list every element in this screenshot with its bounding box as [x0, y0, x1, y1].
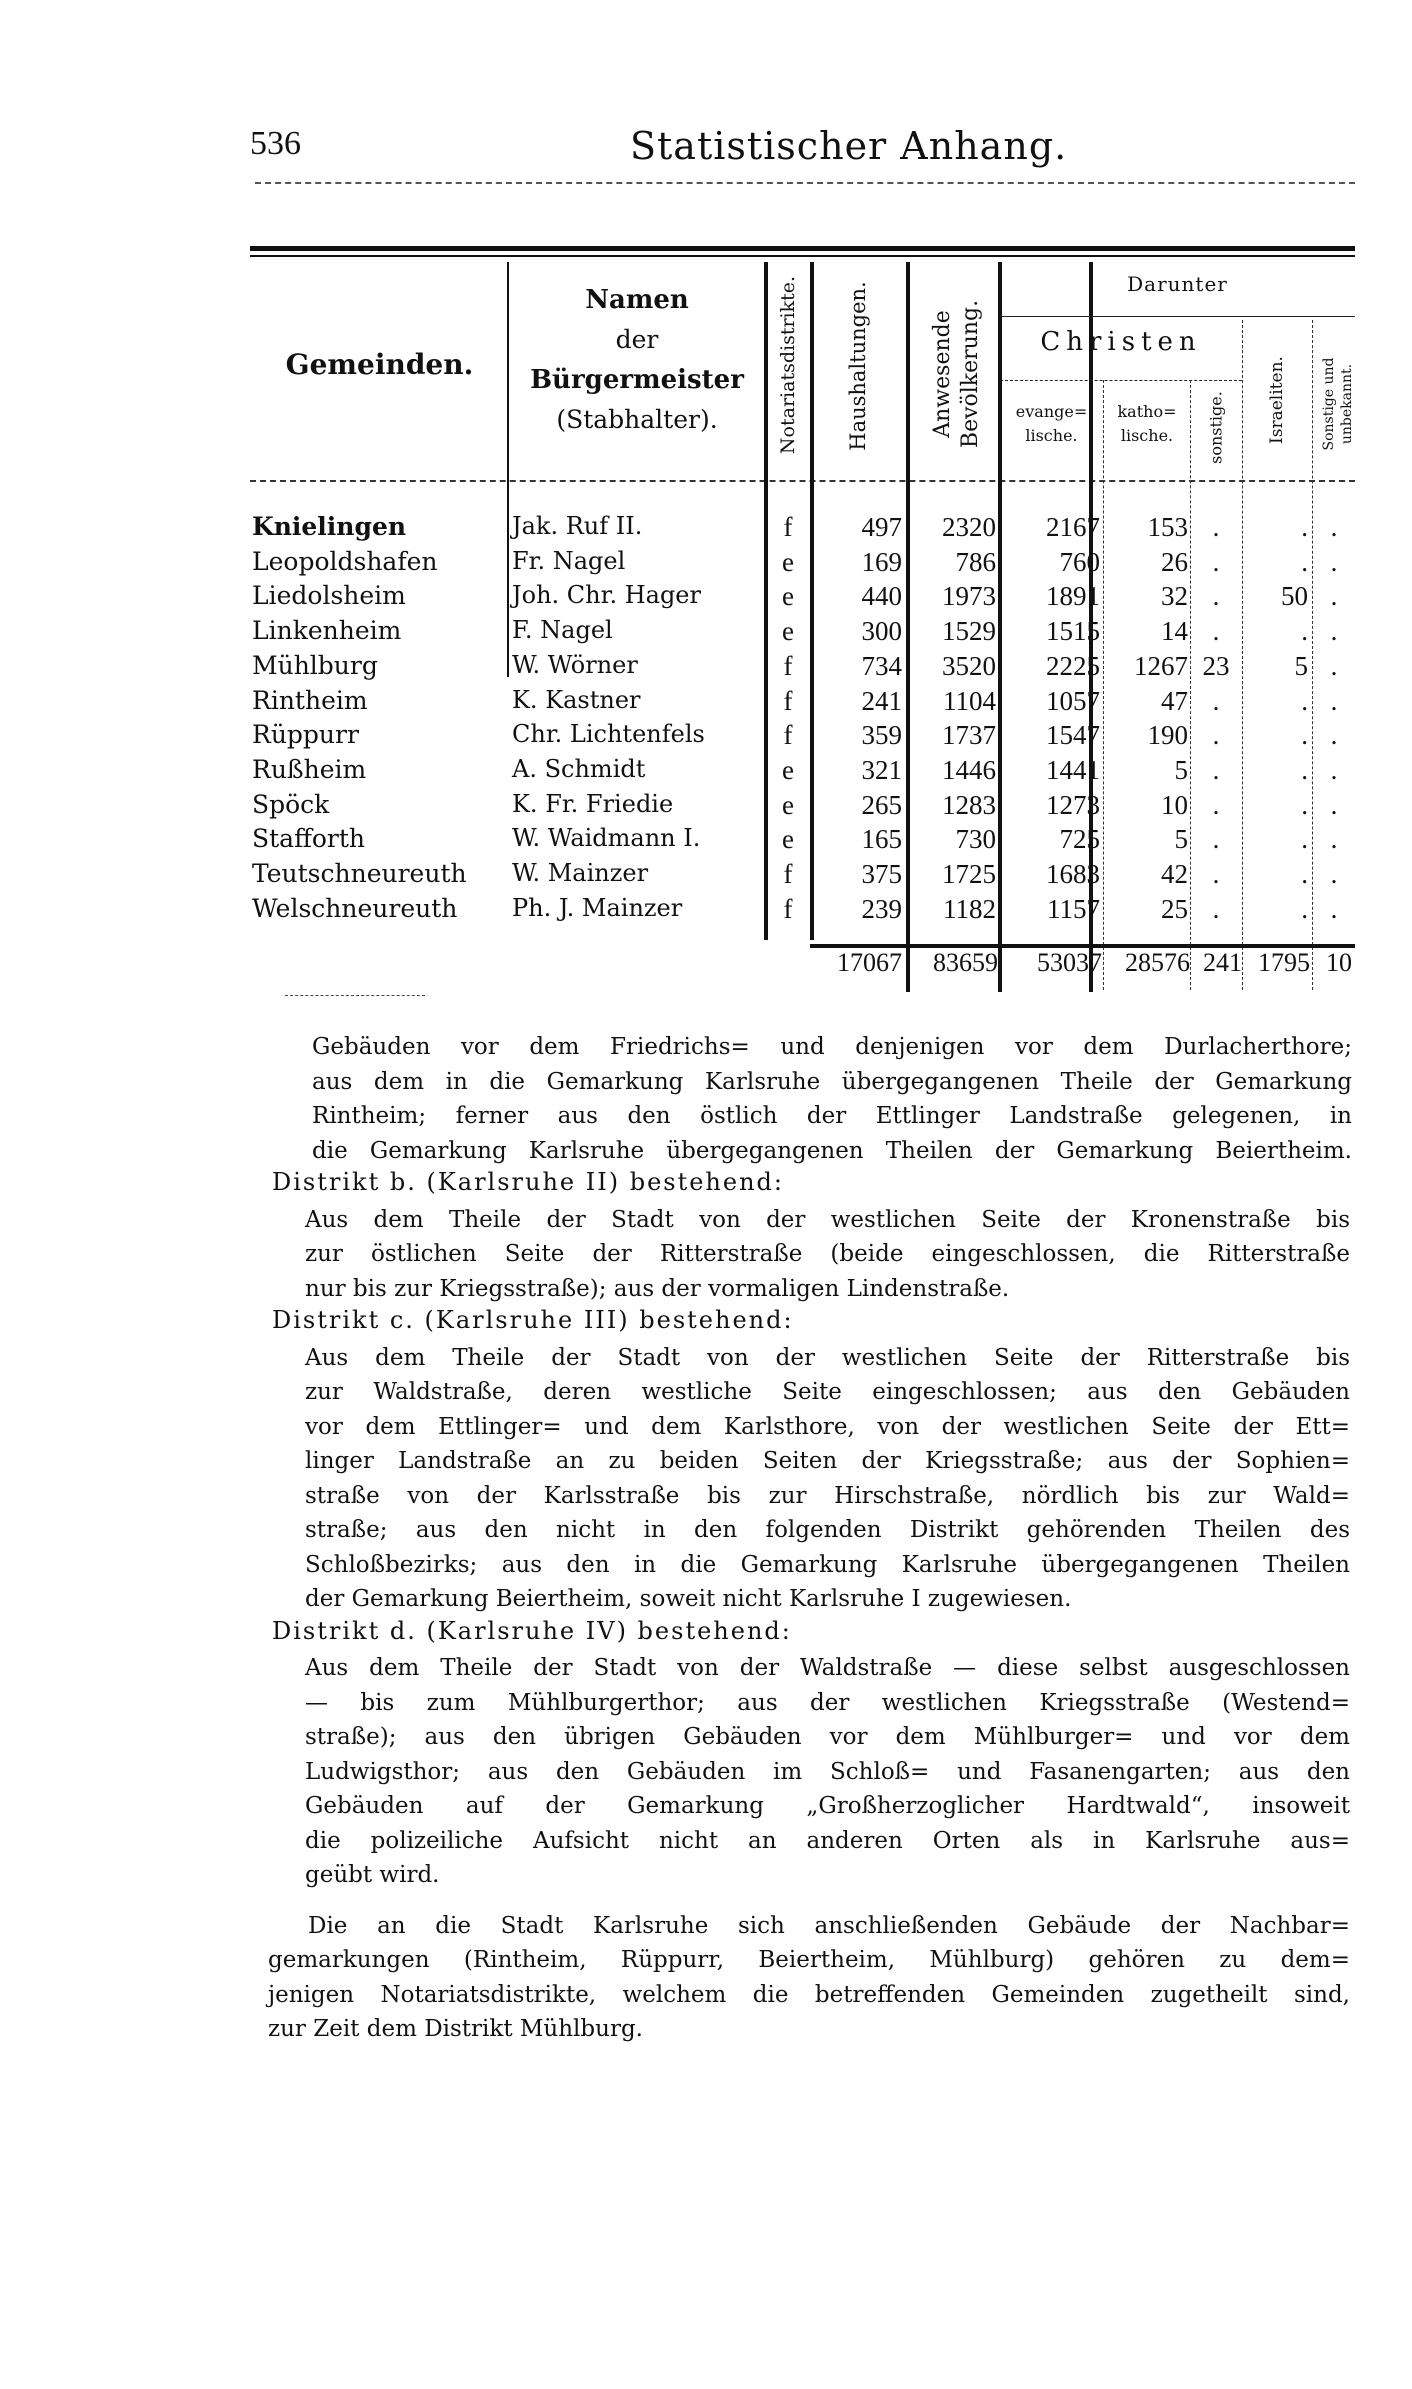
cell-unbekannt: . [1330, 859, 1338, 889]
cell-israeliten: . [1301, 859, 1308, 889]
paragraph-line: straße; aus den nicht in den folgenden Distrikt gehörenden Theilen des [305, 1517, 1350, 1543]
footnote-divider [285, 995, 425, 996]
cell-israeliten: . [1301, 754, 1308, 785]
cell-israeliten: . [1301, 824, 1308, 855]
header-evangelisch-line1: evange= [1015, 402, 1088, 421]
cell-haushaltungen: 265 [861, 789, 902, 820]
header-sonstige-unbekannt [1320, 344, 1356, 464]
header-notariat: Notariatsdistrikte. [777, 275, 799, 455]
cell-buergermeister: A. Schmidt [512, 754, 646, 783]
cell-haushaltungen: 300 [861, 616, 902, 647]
cell-notariat: e [782, 789, 794, 820]
cell-notariat: f [783, 685, 793, 716]
cell-unbekannt: . [1330, 581, 1338, 612]
header-katholisch [1104, 400, 1190, 448]
cell-sonstige: . [1212, 824, 1220, 855]
cell-notariat: f [783, 650, 793, 681]
cell-unbekannt: . [1330, 720, 1338, 751]
header-katholisch-line2: lische. [1120, 426, 1174, 445]
cell-sonstige: . [1212, 616, 1220, 647]
cell-buergermeister: K. Fr. Friedie [512, 789, 674, 818]
district-heading: Distrikt c. (Karlsruhe III) bestehend: [272, 1306, 794, 1334]
cell-buergermeister: Fr. Nagel [512, 546, 626, 575]
cell-evangelisch: 1273 [1046, 789, 1100, 820]
header-sonstige-unbekannt-line1: Sonstige und [1321, 357, 1337, 451]
paragraph-line: der Gemarkung Beiertheim, soweit nicht Karlsruhe I zugewiesen. [305, 1586, 1072, 1612]
paragraph-line: geübt wird. [305, 1862, 440, 1888]
cell-gemeinde: Leopoldshafen [252, 546, 438, 576]
total-anwesende: 83659 [933, 948, 998, 977]
paragraph-line: Gebäuden auf der Gemarkung „Großherzoglicher Hardtwald“, insoweit [305, 1793, 1350, 1819]
cell-katholisch: 5 [1174, 824, 1188, 855]
cell-israeliten: 5 [1294, 650, 1308, 681]
cell-katholisch: 32 [1161, 581, 1188, 612]
cell-buergermeister: Joh. Chr. Hager [512, 581, 701, 610]
cell-katholisch: 25 [1161, 893, 1188, 924]
total-haushaltungen: 17067 [837, 948, 902, 977]
cell-katholisch: 1267 [1134, 650, 1188, 681]
cell-katholisch: 14 [1161, 616, 1188, 647]
header-sonstige-unbekannt-line2: unbekannt. [1339, 363, 1355, 445]
paragraph-line: linger Landstraße an zu beiden Seiten der Kriegsstraße; aus der Sophien= [305, 1448, 1350, 1474]
cell-haushaltungen: 165 [861, 824, 902, 855]
cell-notariat: f [783, 893, 793, 924]
header-anwesende-line2: Bevölkerung. [958, 299, 983, 449]
cell-unbekannt: . [1330, 789, 1338, 820]
cell-gemeinde: Liedolsheim [252, 581, 406, 611]
header-namen-line1: Namen [585, 285, 689, 315]
header-namen-line3: Bürgermeister [530, 365, 744, 395]
cell-anwesende: 730 [955, 824, 996, 855]
cell-evangelisch: 725 [1059, 824, 1100, 855]
cell-evangelisch: 1547 [1046, 720, 1100, 751]
total-unbekannt: 10 [1326, 948, 1352, 977]
cell-notariat: f [783, 512, 793, 542]
header-namen-line2: der [615, 325, 659, 354]
cell-sonstige: . [1212, 546, 1220, 577]
paragraph-line: Gebäuden vor dem Friedrichs= und denjenigen vor dem Durlacherthore; [312, 1034, 1352, 1060]
paragraph-line: Die an die Stadt Karlsruhe sich anschließenden Gebäude der Nachbar= [308, 1912, 1350, 1939]
cell-israeliten: . [1301, 512, 1308, 542]
cell-anwesende: 3520 [942, 650, 996, 681]
cell-anwesende: 1446 [942, 754, 996, 785]
header-christen: Christen [1040, 327, 1202, 357]
cell-sonstige: . [1212, 789, 1220, 820]
paragraph-line: die Gemarkung Karlsruhe übergegangenen Theilen der Gemarkung Beiertheim. [312, 1137, 1352, 1164]
cell-notariat: f [783, 859, 793, 889]
cell-israeliten: . [1301, 893, 1308, 924]
cell-unbekannt: . [1330, 616, 1338, 647]
paragraph-line: — bis zum Mühlburgerthor; aus der westlichen Kriegsstraße (Westend= [305, 1689, 1350, 1716]
paragraph-line: vor dem Ettlinger= und dem Karlsthore, von der westlichen Seite der Ett= [305, 1413, 1350, 1440]
cell-buergermeister: W. Waidmann I. [512, 824, 701, 853]
cell-israeliten: . [1301, 720, 1308, 751]
header-evangelisch-line2: lische. [1025, 426, 1078, 445]
paragraph-line: aus dem in die Gemarkung Karlsruhe übergegangenen Theile der Gemarkung [312, 1068, 1352, 1095]
cell-haushaltungen: 497 [861, 512, 902, 542]
cell-katholisch: 42 [1161, 859, 1188, 889]
cell-notariat: e [782, 616, 794, 647]
cell-gemeinde: Rußheim [252, 754, 367, 784]
cell-unbekannt: . [1330, 893, 1338, 924]
cell-gemeinde: Linkenheim [252, 616, 402, 646]
district-heading: Distrikt b. (Karlsruhe II) bestehend: [272, 1168, 784, 1196]
total-katholisch: 28576 [1125, 948, 1190, 977]
paragraph-line: Aus dem Theile der Stadt von der westlichen Seite der Kronenstraße bis [305, 1206, 1350, 1233]
cell-katholisch: 190 [1147, 720, 1188, 751]
header-evangelisch [1000, 400, 1103, 448]
paragraph-line: Aus dem Theile der Stadt von der westlichen Seite der Ritterstraße bis [305, 1344, 1350, 1371]
cell-haushaltungen: 375 [861, 859, 902, 889]
cell-buergermeister: Ph. J. Mainzer [512, 893, 683, 922]
cell-evangelisch: 1157 [1047, 893, 1100, 924]
cell-sonstige: . [1212, 512, 1220, 542]
cell-sonstige: . [1212, 893, 1220, 924]
paragraph-line: zur Waldstraße, deren westliche Seite eingeschlossen; aus den Gebäuden [305, 1379, 1350, 1405]
cell-sonstige: . [1212, 685, 1220, 716]
cell-buergermeister: Jak. Ruf II. [512, 512, 643, 540]
cell-anwesende: 1104 [943, 685, 996, 716]
header-darunter: Darunter [1127, 272, 1228, 296]
cell-gemeinde: Stafforth [252, 824, 365, 854]
cell-gemeinde: Rintheim [252, 685, 368, 715]
cell-notariat: e [782, 824, 794, 855]
cell-katholisch: 47 [1161, 685, 1188, 716]
paragraph-line: zur östlichen Seite der Ritterstraße (beide eingeschlossen, die Ritterstraße [305, 1241, 1350, 1267]
paragraph-line: die polizeiliche Aufsicht nicht an anderen Orten als in Karlsruhe aus= [305, 1827, 1350, 1854]
cell-unbekannt: . [1330, 512, 1338, 542]
cell-unbekannt: . [1330, 754, 1338, 785]
header-namen [510, 280, 764, 440]
cell-israeliten: . [1301, 685, 1308, 716]
cell-gemeinde: Teutschneureuth [252, 859, 467, 888]
total-evangelisch: 53037 [1037, 948, 1102, 977]
running-title: Statistischer Anhang. [630, 124, 1068, 168]
cell-gemeinde: Knielingen [252, 512, 407, 541]
cell-katholisch: 153 [1147, 512, 1188, 542]
paragraph-line: Rintheim; ferner aus den östlich der Ettlinger Landstraße gelegenen, in [312, 1103, 1352, 1129]
cell-anwesende: 1725 [942, 859, 996, 889]
cell-sonstige: . [1212, 581, 1220, 612]
paragraph-line: straße von der Karlsstraße bis zur Hirschstraße, nördlich bis zur Wald= [305, 1482, 1350, 1509]
cell-anwesende: 2320 [942, 512, 996, 542]
cell-katholisch: 5 [1174, 754, 1188, 785]
cell-israeliten: . [1301, 546, 1308, 577]
header-haushaltungen: Haushaltungen. [846, 281, 870, 451]
cell-sonstige: 23 [1202, 650, 1230, 681]
cell-evangelisch: 2225 [1046, 650, 1100, 681]
paragraph-line: Ludwigsthor; aus den Gebäuden im Schloß= und Fasanengarten; aus den [305, 1758, 1350, 1785]
cell-buergermeister: Chr. Lichtenfels [512, 720, 705, 749]
cell-evangelisch: 1891 [1046, 581, 1100, 612]
paragraph-line: Aus dem Theile der Stadt von der Waldstraße — diese selbst ausgeschlossen [305, 1655, 1350, 1681]
cell-anwesende: 1529 [942, 616, 996, 647]
cell-buergermeister: F. Nagel [512, 616, 613, 645]
cell-evangelisch: 760 [1059, 546, 1100, 577]
cell-israeliten: . [1301, 789, 1308, 820]
cell-haushaltungen: 440 [861, 581, 902, 612]
cell-sonstige: . [1212, 720, 1220, 751]
cell-gemeinde: Mühlburg [252, 650, 378, 680]
cell-haushaltungen: 359 [861, 720, 902, 751]
cell-anwesende: 1973 [942, 581, 996, 612]
cell-evangelisch: 2167 [1046, 512, 1100, 542]
cell-anwesende: 786 [955, 546, 996, 577]
header-sonstige: sonstige. [1206, 391, 1226, 464]
cell-buergermeister: W. Wörner [512, 650, 638, 679]
table-top-rule-thin [250, 255, 1355, 257]
cell-katholisch: 10 [1161, 789, 1188, 820]
table-top-rule [250, 246, 1355, 251]
cell-anwesende: 1737 [942, 720, 996, 751]
cell-notariat: e [782, 754, 794, 785]
paragraph-line: gemarkungen (Rintheim, Rüppurr, Beiertheim, Mühlburg) gehören zu dem= [268, 1947, 1350, 1973]
cell-israeliten: 50 [1281, 581, 1308, 612]
cell-evangelisch: 1441 [1046, 754, 1100, 785]
header-katholisch-line1: katho= [1117, 402, 1177, 421]
cell-sonstige: . [1212, 754, 1220, 785]
cell-evangelisch: 1515 [1046, 616, 1100, 647]
cell-unbekannt: . [1330, 650, 1338, 681]
cell-unbekannt: . [1330, 546, 1338, 577]
cell-anwesende: 1182 [943, 893, 996, 924]
header-gemeinden: Gemeinden. [285, 348, 474, 381]
paragraph-line: nur bis zur Kriegsstraße); aus der vormaligen Lindenstraße. [305, 1275, 1010, 1302]
col-divider [507, 262, 509, 677]
cell-haushaltungen: 239 [861, 893, 902, 924]
cell-notariat: f [783, 720, 793, 751]
cell-gemeinde: Spöck [252, 789, 330, 819]
district-heading: Distrikt d. (Karlsruhe IV) bestehend: [272, 1616, 792, 1645]
header-anwesende-line1: Anwesende [930, 310, 955, 438]
cell-evangelisch: 1683 [1046, 859, 1100, 889]
cell-katholisch: 26 [1161, 546, 1188, 577]
cell-israeliten: . [1301, 616, 1308, 647]
cell-notariat: e [782, 546, 794, 577]
cell-haushaltungen: 734 [861, 650, 902, 681]
total-israeliten: 1795 [1258, 948, 1310, 977]
darunter-underline [1000, 316, 1355, 317]
header-namen-line4: (Stabhalter). [556, 405, 718, 434]
cell-buergermeister: K. Kastner [512, 685, 641, 714]
paragraph-line: jenigen Notariatsdistrikte, welchem die betreffenden Gemeinden zugetheilt sind, [268, 1981, 1350, 2008]
cell-haushaltungen: 241 [861, 685, 902, 716]
paragraph-line: Schloßbezirks; aus den in die Gemarkung Karlsruhe übergegangenen Theilen [305, 1551, 1350, 1578]
paragraph-line: zur Zeit dem Distrikt Mühlburg. [268, 2016, 643, 2042]
total-sonstige: 241 [1203, 948, 1242, 977]
cell-gemeinde: Welschneureuth [252, 893, 458, 923]
paragraph-line: straße); aus den übrigen Gebäuden vor dem Mühlburger= und vor dem [305, 1724, 1350, 1750]
cell-notariat: e [782, 581, 794, 612]
cell-gemeinde: Rüppurr [252, 720, 359, 750]
cell-buergermeister: W. Mainzer [512, 859, 649, 887]
cell-sonstige: . [1212, 859, 1220, 889]
cell-evangelisch: 1057 [1046, 685, 1100, 716]
cell-unbekannt: . [1330, 685, 1338, 716]
header-anwesende [929, 269, 985, 479]
cell-haushaltungen: 321 [861, 754, 902, 785]
page-number: 536 [250, 125, 301, 162]
cell-anwesende: 1283 [942, 789, 996, 820]
header-israeliten: Israeliten. [1267, 356, 1287, 444]
cell-unbekannt: . [1330, 824, 1338, 855]
cell-haushaltungen: 169 [861, 546, 902, 577]
header-divider [255, 182, 1355, 184]
